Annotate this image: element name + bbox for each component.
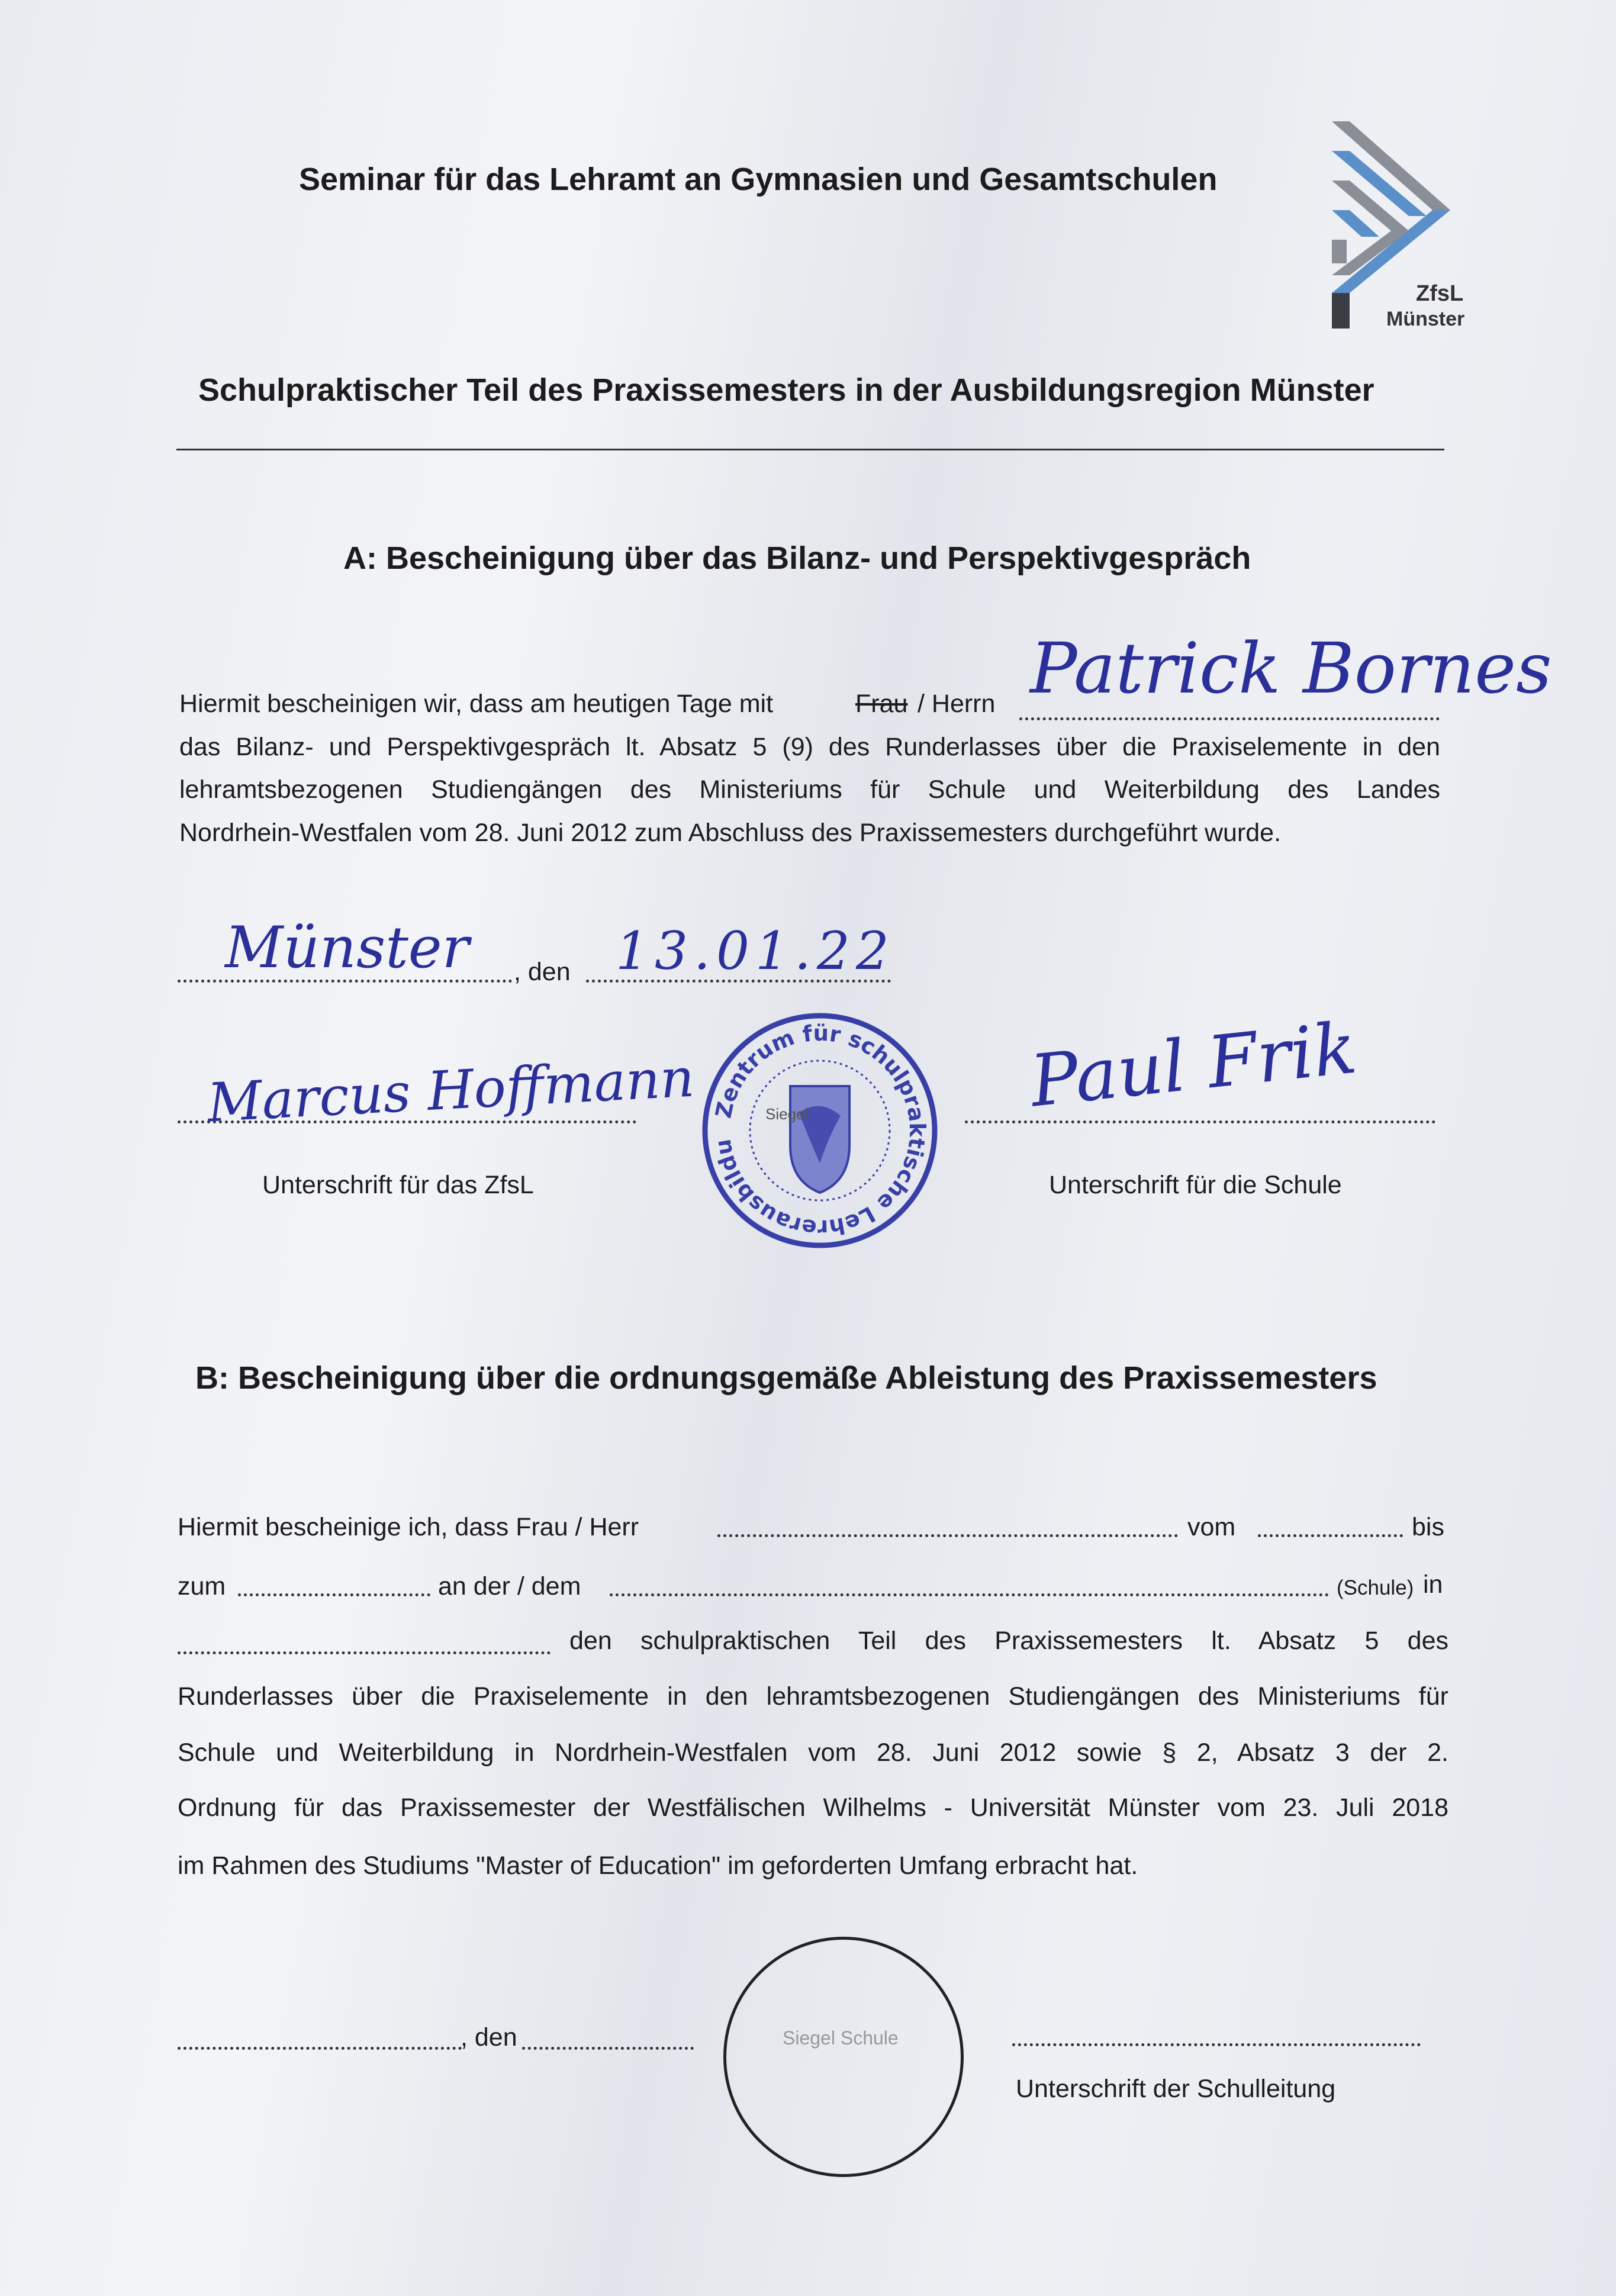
school-signature-label: Unterschrift für die Schule: [1049, 1171, 1342, 1199]
section-b-vom: vom: [1187, 1513, 1236, 1541]
name-dotted-line[interactable]: [1019, 717, 1440, 720]
stamp-ring-text: Zentrum für schulpraktische Lehrerausbildu: [710, 1020, 931, 1241]
section-b-line5: Schule und Weiterbildung in Nordrhein-Westfalen vom 28. Juni 2012 sowie § 2, Absatz 3 der 2.: [178, 1738, 1448, 1767]
section-a-herrn: / Herrn: [918, 690, 996, 718]
section-b-den: , den: [461, 2023, 517, 2052]
section-b-signature-field[interactable]: [1012, 2043, 1421, 2046]
section-b-line3: den schulpraktischen Teil des Praxissemesters lt. Absatz 5 des: [569, 1627, 1448, 1655]
header-divider: [176, 449, 1444, 450]
section-a-heading: A: Bescheinigung über das Bilanz- und Perspektivgespräch: [343, 540, 1251, 576]
handwritten-date: 13.01.22: [616, 920, 895, 981]
section-a-line4: Nordrhein-Westfalen vom 28. Juni 2012 zum Abschluss des Praxissemesters durchgeführt wurde.: [179, 819, 1282, 847]
section-b-line6: Ordnung für das Praxissemester der Westfälischen Wilhelms - Universität Münster vom 23. Juli 2018: [178, 1793, 1448, 1822]
section-a-frau-struck: Frau: [855, 690, 908, 718]
den-label-a: , den: [514, 958, 571, 986]
seminar-subtitle: Schulpraktischer Teil des Praxissemesters in der Ausbildungsregion Münster: [198, 372, 1374, 408]
section-b-name-field[interactable]: [717, 1534, 1178, 1537]
section-a-line1-prefix: Hiermit bescheinigen wir, dass am heutigen Tage mit: [179, 690, 774, 718]
section-b-heading: B: Bescheinigung über die ordnungsgemäße Ableistung des Praxissemesters: [195, 1360, 1377, 1396]
section-a-line2: das Bilanz- und Perspektivgespräch lt. Absatz 5 (9) des Runderlasses über die Praxiselemente in den: [179, 733, 1440, 761]
school-seal-circle[interactable]: [723, 1937, 964, 2177]
section-b-line4: Runderlasses über die Praxiselemente in den lehramtsbezogenen Studiengängen des Ministeriums für: [178, 1682, 1448, 1711]
zfsl-signature-label: Unterschrift für das ZfsL: [262, 1171, 534, 1199]
section-b-from-date-field[interactable]: [1258, 1534, 1403, 1537]
section-b-an-der: an der / dem: [438, 1572, 581, 1601]
section-b-l1-text: Hiermit bescheinige ich, dass Frau / Herr: [178, 1513, 639, 1541]
section-b-in: in: [1423, 1570, 1443, 1599]
seminar-title: Seminar für das Lehramt an Gymnasien und Gesamtschulen: [299, 162, 1218, 197]
stamp-inner-label: Siegel: [765, 1105, 809, 1123]
section-b-signature-label: Unterschrift der Schulleitung: [1016, 2075, 1336, 2103]
logo-text-zfsl: ZfsL: [1416, 281, 1464, 306]
handwritten-place: Münster: [225, 914, 469, 981]
zfsl-logo: [1332, 121, 1465, 334]
section-a-line3: lehramtsbezogenen Studiengängen des Ministeriums für Schule und Weiterbildung des Landes: [179, 775, 1440, 804]
section-b-schule-small: (Schule): [1337, 1576, 1414, 1599]
official-stamp: [701, 1009, 938, 1252]
section-b-location-field[interactable]: [178, 1651, 551, 1654]
section-b-bis: bis: [1412, 1513, 1444, 1541]
school-signature: Paul Frik: [1026, 1007, 1361, 1123]
section-b-zum: zum: [178, 1572, 226, 1601]
logo-text-muenster: Münster: [1386, 308, 1465, 330]
school-seal-label: Siegel Schule: [783, 2027, 899, 2049]
section-b-line7: im Rahmen des Studiums "Master of Education" im geforderten Umfang erbracht hat.: [178, 1851, 1138, 1880]
zfsl-signature: Marcus Hoffmann: [205, 1046, 696, 1135]
section-b-place-field[interactable]: [178, 2047, 462, 2050]
section-b-date-field[interactable]: [522, 2047, 694, 2050]
section-b-school-field[interactable]: [610, 1593, 1329, 1596]
handwritten-name: Patrick Bornes: [1030, 627, 1552, 709]
section-b-to-date-field[interactable]: [238, 1593, 430, 1596]
